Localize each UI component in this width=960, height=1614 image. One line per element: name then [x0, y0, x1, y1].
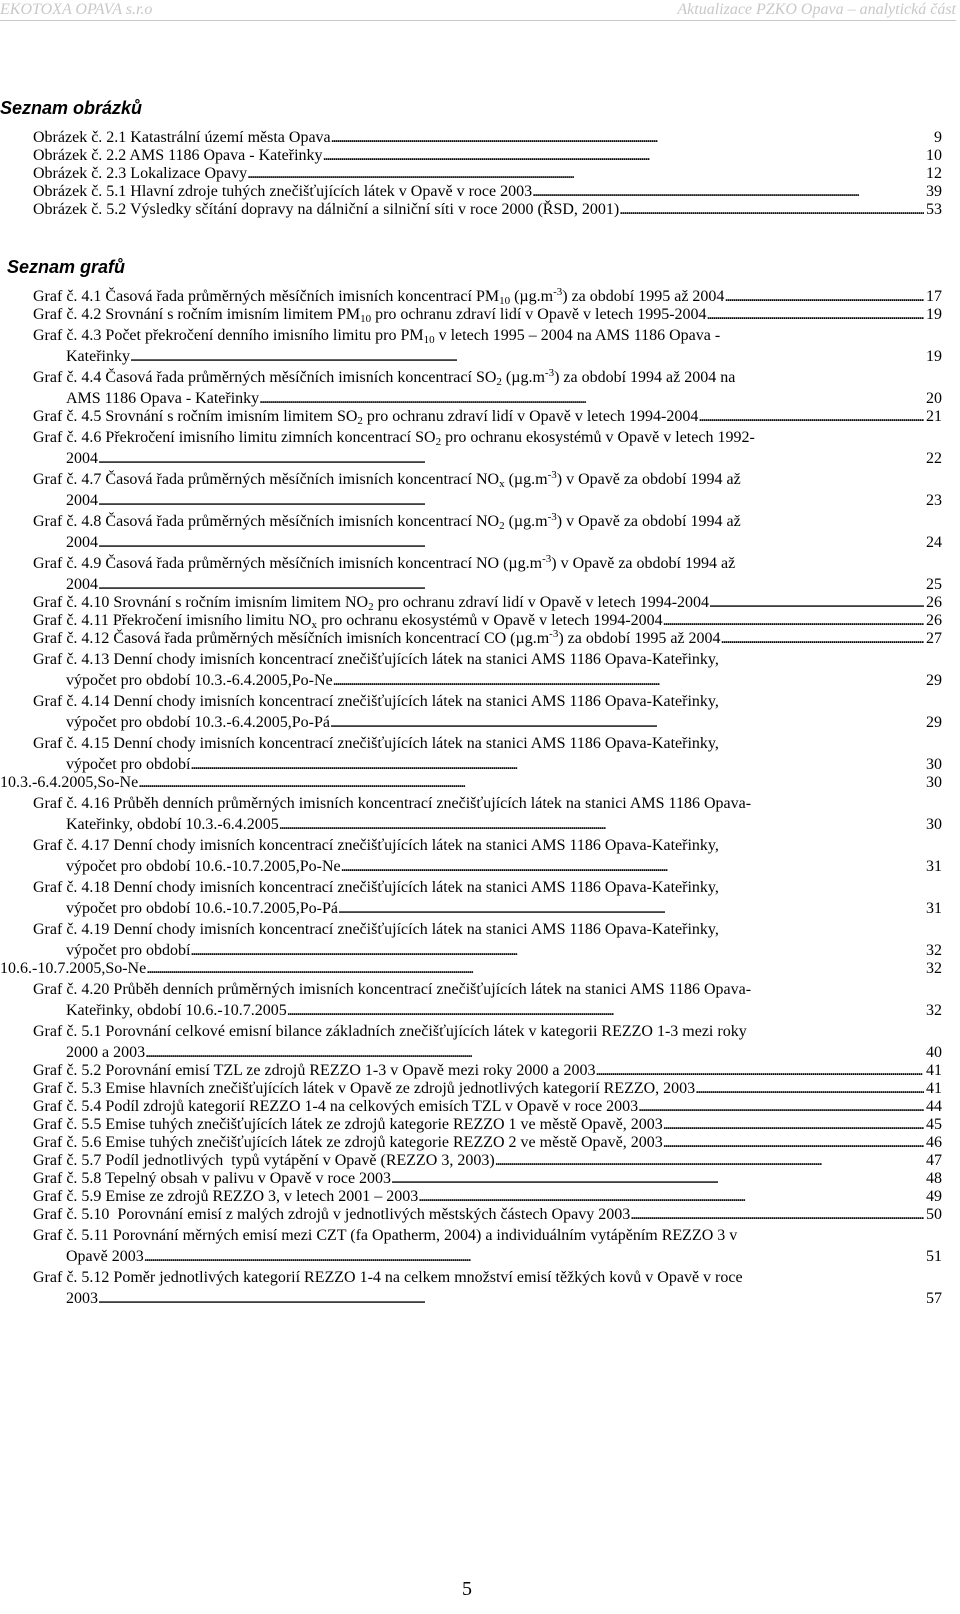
entry-page: 41 [926, 1080, 942, 1097]
entry-page: 45 [926, 1116, 942, 1133]
header-company: EKOTOXA OPAVA s.r.o [0, 1, 153, 18]
dot-leader [323, 147, 924, 165]
entry-page: 46 [926, 1134, 942, 1151]
entry-page: 22 [926, 450, 942, 467]
graph-entry[interactable]: Graf č. 4.15 Denní chody imisních koncentrací znečišťujících látek na stanici AMS 1186 Opava-Kateřinky, výpočet pro období . . . 30 [33, 732, 942, 774]
dot-leader [532, 183, 924, 201]
graph-entry[interactable]: Graf č. 5.12 Poměr jednotlivých kategorií REZZO 1-4 na celkem množství emisí těžkých kovů v Opavě v roce 2003 . . . 57 [33, 1266, 942, 1308]
entry-page: 21 [926, 408, 942, 425]
dot-leader [247, 165, 924, 183]
graph-entry[interactable]: 10.6.-10.7.2005,So-Ne . . . 32 [0, 960, 942, 978]
graph-entry[interactable]: Graf č. 5.1 Porovnání celkové emisní bilance základních znečišťujících látek v kategorii REZZO 1-3 mezi roky 2000 a 2003 . . . 40 [33, 1020, 942, 1062]
entry-page: 50 [926, 1206, 942, 1223]
entry-page: 31 [926, 858, 942, 875]
entry-page: 29 [926, 714, 942, 731]
entry-page: 12 [926, 165, 942, 182]
entry-page: 32 [926, 960, 942, 977]
entry-page: 19 [926, 306, 942, 323]
entry-label: Obrázek č. 5.2 Výsledky sčítání dopravy na dálniční a silniční síti v roce 2000 (ŘSD, 2001) [33, 201, 620, 218]
graph-entry[interactable]: Graf č. 5.10 Porovnání emisí z malých zdrojů v jednotlivých městských částech Opavy 2003 . . . 50 [33, 1206, 942, 1224]
graph-entry[interactable]: Graf č. 4.1 Časová řada průměrných měsíčních imisních koncentrací $PM_{10}$ $(\mu g.m^{-3})$ za období 1995 až 2004 . . . 17 [33, 288, 942, 306]
graph-entry[interactable]: Graf č. 5.9 Emise ze zdrojů REZZO 3, v letech 2001 – 2003 . . . 49 [33, 1188, 942, 1206]
dot-leader [331, 129, 932, 147]
graph-entry[interactable]: Graf č. 4.16 Průběh denních průměrných imisních koncentrací znečišťujících látek na stanici AMS 1186 Opava- Kateřinky, období 10.3.-6.4.2005 . . . 30 [33, 792, 942, 834]
entry-page: 39 [926, 183, 942, 200]
graph-entry[interactable]: Graf č. 5.5 Emise tuhých znečišťujících látek ze zdrojů kategorie REZZO 1 ve městě Opavě, 2003 . . . 45 [33, 1116, 942, 1134]
graph-entry[interactable]: Graf č. 4.4 Časová řada průměrných měsíčních imisních koncentrací $SO_2$ $(\mu g.m^{-3})$ za období 1994 až 2004 na AMS 1186 Opava - Kateřinky . . . 20 [33, 366, 942, 408]
entry-page: 44 [926, 1098, 942, 1115]
graph-entry[interactable]: Graf č. 4.17 Denní chody imisních koncentrací znečišťujících látek na stanici AMS 1186 Opava-Kateřinky, výpočet pro období 10.6.-10.7.2005,Po-Ne . . . 31 [33, 834, 942, 876]
entry-page: 47 [926, 1152, 942, 1169]
graph-entry[interactable]: Graf č. 4.8 Časová řada průměrných měsíčních imisních koncentrací $NO_2$ $(\mu g.m^{-3})$ v Opavě za období 1994 až 2004 . . . 24 [33, 510, 942, 552]
graphs-list [0, 286, 942, 1308]
graph-entry[interactable]: Graf č. 4.3 Počet překročení denního imisního limitu pro $PM_{10}$ v letech 1995 – 2004 na AMS 1186 Opava - Kateřinky . . . 19 [33, 324, 942, 366]
graph-entry[interactable]: Graf č. 5.7 Podíl jednotlivých typů vytápění v Opavě (REZZO 3, 2003) . . . 47 [33, 1152, 942, 1170]
dot-leader [619, 201, 924, 219]
entry-page: 32 [926, 1002, 942, 1019]
entry-page: 57 [926, 1290, 942, 1307]
figures-list-title: Seznam obrázků [0, 98, 143, 118]
figure-entry[interactable] [33, 165, 942, 183]
graph-entry[interactable]: Graf č. 4.12 Časová řada průměrných měsíčních imisních koncentrací CO $(\mu g.m^{-3})$ za období 1995 až 2004 . . . 27 [33, 630, 942, 648]
entry-label: Obrázek č. 2.1 Katastrální území města Opava [33, 129, 331, 146]
entry-page: 26 [926, 612, 942, 629]
graph-entry[interactable]: Graf č. 5.11 Porovnání měrných emisí mezi CZT (fa Opatherm, 2004) a individuálním vytápěním REZZO 3 v Opavě 2003 . . . 51 [33, 1224, 942, 1266]
graph-entry[interactable]: Graf č. 4.10 Srovnání s ročním imisním limitem $NO_2$ pro ochranu zdraví lidí v Opavě v letech 1994-2004 . . . 26 [33, 594, 942, 612]
entry-page: 27 [926, 630, 942, 647]
entry-page: 23 [926, 492, 942, 509]
entry-page: 48 [926, 1170, 942, 1187]
figure-entry[interactable] [33, 183, 942, 201]
entry-page: 41 [926, 1062, 942, 1079]
page-number: 5 [462, 1578, 472, 1600]
graph-entry[interactable]: Graf č. 4.2 Srovnání s ročním imisním limitem $PM_{10}$ pro ochranu zdraví lidí v Opavě v letech 1995-2004 . . . 19 [33, 306, 942, 324]
entry-page: 32 [926, 942, 942, 959]
entry-page: 9 [934, 129, 942, 146]
graph-entry[interactable]: Graf č. 4.20 Průběh denních průměrných imisních koncentrací znečišťujících látek na stanici AMS 1186 Opava- Kateřinky, období 10.6.-10.7.2005 . . . 32 [33, 978, 942, 1020]
graph-entry[interactable]: Graf č. 4.7 Časová řada průměrných měsíčních imisních koncentrací $NO_x$ $(\mu g.m^{-3})$ v Opavě za období 1994 až 2004 . . . 23 [33, 468, 942, 510]
entry-page: 49 [926, 1188, 942, 1205]
graph-entry[interactable]: Graf č. 4.14 Denní chody imisních koncentrací znečišťujících látek na stanici AMS 1186 Opava-Kateřinky, výpočet pro období 10.3.-6.4.2005,Po-Pá . . . 29 [33, 690, 942, 732]
entry-page: 26 [926, 594, 942, 611]
graph-entry[interactable]: Graf č. 5.4 Podíl zdrojů kategorií REZZO 1-4 na celkových emisích TZL v Opavě v roce 2003 . . . 44 [33, 1098, 942, 1116]
entry-page: 31 [926, 900, 942, 917]
graph-entry[interactable]: Graf č. 4.18 Denní chody imisních koncentrací znečišťujících látek na stanici AMS 1186 Opava-Kateřinky, výpočet pro období 10.6.-10.7.2005,Po-Pá . . . 31 [33, 876, 942, 918]
page-header [0, 0, 960, 22]
entry-label: Obrázek č. 2.3 Lokalizace Opavy [33, 165, 248, 182]
graph-entry[interactable]: Graf č. 5.2 Porovnání emisí TZL ze zdrojů REZZO 1-3 v Opavě mezi roky 2000 a 2003 . . . 41 [33, 1062, 942, 1080]
graph-entry[interactable]: Graf č. 4.5 Srovnání s ročním imisním limitem $SO_2$ pro ochranu zdraví lidí v Opavě v letech 1994-2004 . . . 21 [33, 408, 942, 426]
entry-page: 10 [926, 147, 942, 164]
entry-page: 25 [926, 576, 942, 593]
figures-list [33, 129, 942, 219]
entry-page: 29 [926, 672, 942, 689]
graph-entry[interactable]: Graf č. 4.11 Překročení imisního limitu $NO_x$ pro ochranu ekosystémů v Opavě v letech 1994-2004 . . . 26 [33, 612, 942, 630]
entry-page: 20 [926, 390, 942, 407]
entry-label: Obrázek č. 2.2 AMS 1186 Opava - Kateřinky [33, 147, 323, 164]
entry-page: 24 [926, 534, 942, 551]
graph-entry[interactable]: Graf č. 4.9 Časová řada průměrných měsíčních imisních koncentrací NO $(\mu g.m^{-3})$ v Opavě za období 1994 až 2004 . . . 25 [33, 552, 942, 594]
figure-entry[interactable] [33, 129, 942, 147]
entry-page: 51 [926, 1248, 942, 1265]
graph-entry[interactable]: Graf č. 4.13 Denní chody imisních koncentrací znečišťujících látek na stanici AMS 1186 Opava-Kateřinky, výpočet pro období 10.3.-6.4.2005,Po-Ne . . . 29 [33, 648, 942, 690]
figure-entry[interactable] [33, 201, 942, 219]
graph-entry[interactable]: Graf č. 5.6 Emise tuhých znečišťujících látek ze zdrojů kategorie REZZO 2 ve městě Opavě, 2003 . . . 46 [33, 1134, 942, 1152]
graphs-list-title: Seznam grafů [7, 257, 126, 277]
entry-page: 53 [926, 201, 942, 218]
entry-label: Obrázek č. 5.1 Hlavní zdroje tuhých znečišťujících látek v Opavě v roce 2003 [33, 183, 533, 200]
header-rule [0, 20, 956, 21]
header-document-title: Aktualizace PZKO Opava – analytická část [677, 1, 956, 18]
figure-entry[interactable] [33, 147, 942, 165]
graph-entry[interactable]: 10.3.-6.4.2005,So-Ne . . . 30 [0, 774, 942, 792]
graph-entry[interactable]: Graf č. 5.8 Tepelný obsah v palivu v Opavě v roce 2003 . . . 48 [33, 1170, 942, 1188]
entry-page: 30 [926, 756, 942, 773]
entry-page: 19 [926, 348, 942, 365]
graph-entry[interactable]: Graf č. 5.3 Emise hlavních znečišťujících látek v Opavě ze zdrojů jednotlivých kategorií REZZO, 2003 . . . 41 [33, 1080, 942, 1098]
entry-page: 17 [926, 288, 942, 305]
graph-entry[interactable]: Graf č. 4.6 Překročení imisního limitu zimních koncentrací $SO_2$ pro ochranu ekosystémů v Opavě v letech 1992- 2004 . . . 22 [33, 426, 942, 468]
entry-page: 30 [926, 774, 942, 791]
graph-entry[interactable]: Graf č. 4.19 Denní chody imisních koncentrací znečišťujících látek na stanici AMS 1186 Opava-Kateřinky, výpočet pro období . . . 32 [33, 918, 942, 960]
entry-page: 40 [926, 1044, 942, 1061]
entry-page: 30 [926, 816, 942, 833]
